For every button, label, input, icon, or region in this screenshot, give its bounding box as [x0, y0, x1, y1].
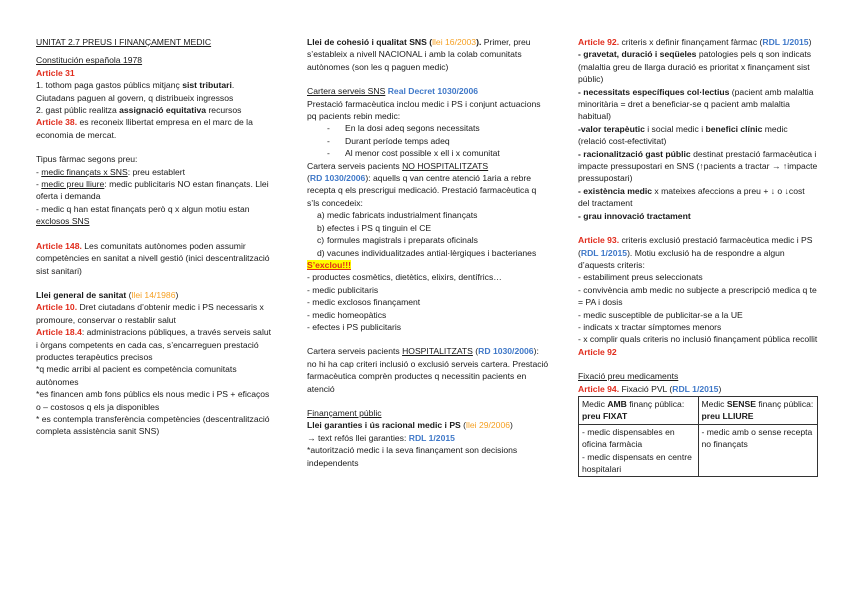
column-left [36, 36, 274, 438]
criteria-item: - existència medic x mateixes afeccions a preu + ↓ o ↓cost del tractament [578, 185, 805, 209]
llei-general-sanitat-heading: Llei general de sanitat (llei 14/1986) [36, 289, 179, 300]
exclou-heading: S’exclou!!! [307, 259, 351, 270]
list-item: - En la dosi adeq segons necessitats [327, 122, 549, 134]
list-item: a) medic fabricats industrialment finançats [317, 210, 478, 221]
exclusion-criteria-item: - estabiliment preus seleccionats [578, 272, 703, 283]
article-38-paragraph: Article 38. es reconeix llibertat empresa en el marc de la economia de mercat. [36, 117, 253, 140]
criteria-item: -valor terapèutic i social medic i benefici clínic medic (relació cost-efectivitat) [578, 123, 788, 147]
article-92-heading: Article 92. criteris x definir finançament fàrmac (RDL 1/2015) [578, 37, 812, 47]
article-93-paragraph: Article 93. criteris exclusió prestació farmacèutica medic i PS (RDL 1/2015). Motiu exclusió ha de respondre a algun d’aquests criteris: [578, 235, 813, 270]
column-right [578, 36, 818, 477]
llei-garanties-heading: Llei garanties i ús racional medic i PS (llei 29/2006) [307, 420, 513, 431]
note-item: * es contempla transferència competències (descentralització completa assistència sanit SNS) [36, 413, 270, 437]
page-title: UNITAT 2.7 PREUS I FINANÇAMENT MEDIC [36, 37, 212, 47]
tipus-farmac-heading: Tipus fàrmac segons preu: [36, 154, 138, 165]
article-31-heading: Article 31 [36, 67, 75, 78]
article-10-paragraph: Article 10. Dret ciutadans d’obtenir medic i PS necessaris x promoure, conservar o restablir salut [36, 302, 264, 325]
cell-line: - medic dispensables en oficina farmàcia [582, 426, 675, 450]
list-item: c) formules magistrals i preparats oficinals [317, 235, 478, 246]
article-94-heading: Article 94. Fixació PVL (RDL 1/2015) [578, 383, 722, 394]
table-row [579, 396, 818, 424]
list-item: - Al menor cost possible x ell i x comunitat [327, 147, 549, 159]
text-refos-line: → text refós llei garanties: RDL 1/2015 [307, 432, 455, 443]
list-item: b) efectes i PS q tinguin el CE [317, 222, 432, 233]
column-middle [307, 36, 549, 469]
cartera-sns-heading: Cartera serveis SNS Real Decret 1030/2006 [307, 86, 479, 97]
criteria-item: - gravetat, duració i seqüeles patologies pels q son indicats (malaltia greu de llarga duració es prioritat x finançament sist públic) [578, 49, 812, 85]
exclusion-criteria-item: - medic susceptible de publicitar-se a la UE [578, 309, 743, 320]
list-item: - Durant període temps adeq [327, 135, 549, 147]
exclusion-item: - productes cosmètics, dietètics, elixirs, dentífrics… [307, 272, 502, 283]
price-table [578, 396, 818, 477]
cell-line: - medic dispensats en centre hospitalari [582, 451, 692, 474]
exclusion-item: - medic publicitaris [307, 284, 379, 295]
criteria-item: - necessitats específiques col·lectius (pacient amb malaltia minoritària = dret a beneficiar-se q pacient amb malaltia habitual) [578, 86, 814, 122]
tipus-item: - medic q han estat finançats però q x algun motiu estan exclosos SNS [36, 203, 250, 227]
criteria-item: - grau innovació tractament [578, 210, 691, 221]
note-item: *es financen amb fons públics els nous medic i PS + eficaços o – costosos q els ja disponibles [36, 389, 270, 412]
art31-point-2: 2. gast públic realitza assignació equitativa recursos [36, 105, 242, 116]
prestacio-list [307, 209, 549, 259]
exclusion-criteria-item: - convivència amb medic no subjecte a prescripció medica q te = PA i dosis [578, 284, 817, 308]
table-header-lliure: Medic SENSE finanç pública: preu LLIURE [698, 396, 818, 424]
fixacio-preu-heading: Fixació preu medicaments [578, 371, 679, 382]
cell-line: - medic amb o sense recepta no finançats [701, 426, 813, 450]
hospitalitzats-paragraph: Cartera serveis pacients HOSPITALITZATS (RD 1030/2006): no hi ha cap criteri inclusió o exclusió serveis cartera. Prestació farmacèutica comprèn productes q necessitin pacients en atenció [307, 346, 549, 394]
list-item: d) vacunes individualitzades antial·lèrgiques i bacterianes [317, 247, 537, 258]
criteria-item: - racionalització gast públic destinat prestació farmacèutica i impacte pressupostari en SNS (↑pacients a tractar → ↑impacte pressupostari) [578, 148, 818, 184]
article-148-paragraph: Article 148. Les comunitats autònomes poden assumir competències en sanitat a nivell gestió (inici descentralització sist sanitari) [36, 240, 270, 276]
cartera-list [307, 122, 549, 159]
art31-point-1: 1. tothom paga gastos públics mitjanç sist tributari. Ciutadans paguen al govern, q distribueix ingressos [36, 80, 235, 103]
table-header-fixat: Medic AMB finanç pública: preu FIXAT [579, 396, 699, 424]
tipus-item: - medic preu lliure: medic publicitaris NO estan finançats. Llei oferta i demanda [36, 179, 269, 202]
note-item: *q medic arribi al pacient es competència comunitats autònomes [36, 364, 237, 387]
exclusion-criteria-item: - x complir quals criteris no inclusió finançament pública recollit Article 92 [578, 334, 818, 357]
exclusion-criteria-item: - indicats x tractar símptomes menors [578, 321, 722, 332]
no-hospitalitzats-text: (RD 1030/2006): aquells q van centre atenció 1aria a rebre recepta q els prescrigui medicació. Prestació farmacèutica q s’ls concedeix: [307, 173, 537, 208]
constitucio-heading: Constitución española 1978 [36, 55, 143, 66]
tipus-item: - medic finançats x SNS: preu establert [36, 166, 186, 177]
cartera-sns-text: Prestació farmacèutica inclou medic i PS i conjunt actuacions pq pacients rebin medic: [307, 98, 541, 122]
no-hospitalitzats-heading: Cartera serveis pacients NO HOSPITALITZATS [307, 160, 489, 171]
exclusion-item: - medic exclosos finançament [307, 297, 421, 308]
article-18-4-paragraph: Article 18.4: administracions públiques, a través serveis salut i òrgans competents en cada cas, s’encarreguen prestació productes terapèutics precisos [36, 327, 272, 362]
autoritzacio-note: *autorització medic i la seva finançament son decisions independents [307, 445, 518, 468]
table-row [579, 424, 818, 477]
exclusion-item: - efectes i PS publicitaris [307, 321, 402, 332]
llei-cohesio-paragraph: Llei de cohesió i qualitat SNS (llei 16/2003). Primer, preu s’estableix a nivell NACIONAL i amb la colab comunitats autònomes (son les q paguen medic) [307, 37, 531, 72]
table-cell [579, 424, 699, 477]
table-cell [698, 424, 818, 477]
exclusion-item: - medic homeopàtics [307, 309, 387, 320]
financament-public-heading: Finançament públic [307, 407, 382, 418]
